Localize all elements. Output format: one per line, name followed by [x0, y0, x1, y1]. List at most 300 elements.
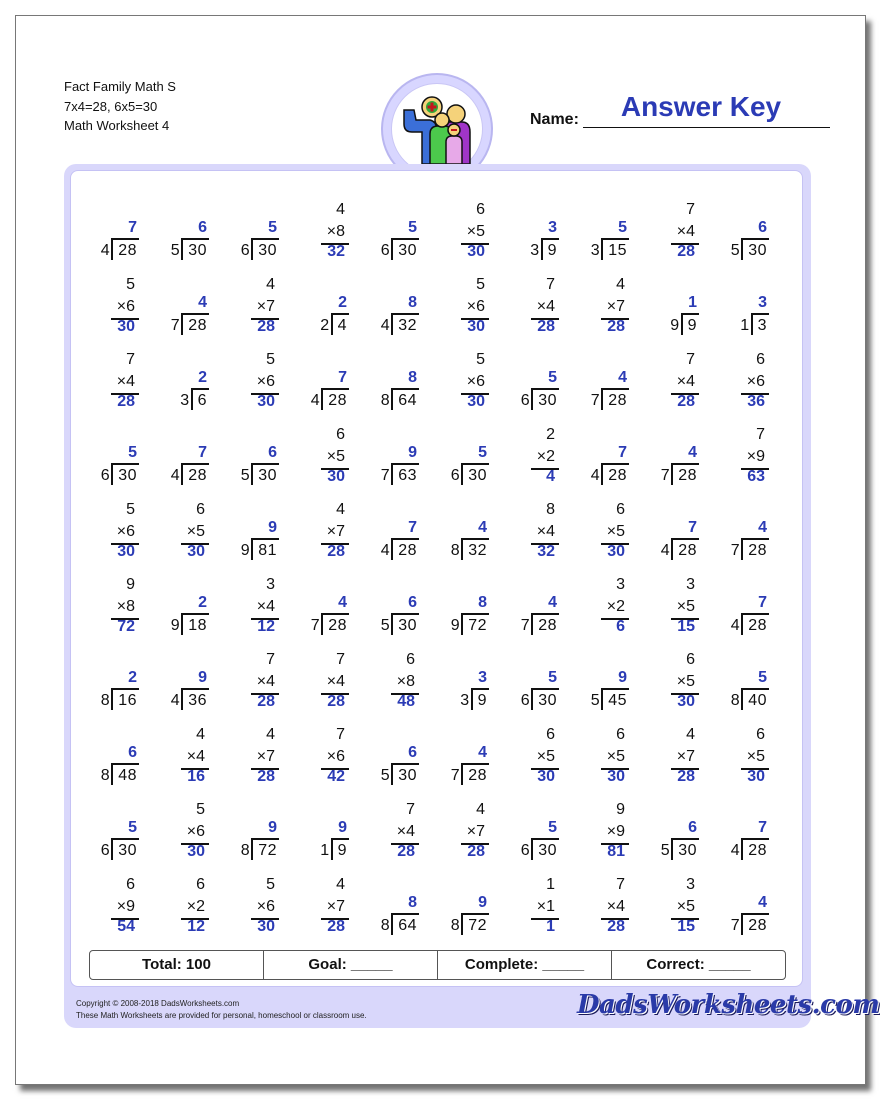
quotient-answer: 7 [338, 369, 347, 386]
multiplication-problem [91, 501, 151, 561]
multiplication-problem [581, 276, 641, 336]
dividend: 28 7 [181, 313, 209, 335]
product-answer: 28 [397, 843, 415, 860]
multiplication-problem [231, 726, 291, 786]
factor-bottom: ×4 [536, 298, 555, 315]
worksheet-header [64, 77, 176, 136]
division-bracket [530, 238, 559, 259]
quotient-answer: 7 [128, 219, 137, 236]
dividend: 30 6 [531, 388, 559, 410]
dividend: 72 8 [461, 913, 489, 935]
division-problem [231, 801, 291, 861]
division-problem [651, 426, 711, 486]
multiplication-problem [581, 501, 641, 561]
quotient-answer: 2 [338, 294, 347, 311]
product-answer: 30 [607, 768, 625, 785]
goal-cell[interactable]: Goal: _____ [264, 951, 438, 979]
product-answer: 30 [677, 693, 695, 710]
product-answer: 6 [616, 618, 625, 635]
name-line[interactable] [583, 127, 830, 128]
multiplication-problem [161, 876, 221, 936]
copyright-notice [76, 998, 367, 1022]
quotient-answer: 6 [688, 819, 697, 836]
dividend: 28 4 [671, 538, 699, 560]
quotient-answer: 9 [408, 444, 417, 461]
divisor: 6 [240, 242, 251, 259]
factor-top: 7 [756, 426, 765, 443]
factor-top: 9 [126, 576, 135, 593]
quotient-answer: 6 [198, 219, 207, 236]
product-answer: 12 [187, 918, 205, 935]
factor-bottom: ×2 [606, 598, 625, 615]
factor-top: 6 [616, 501, 625, 518]
quotient-answer: 6 [268, 444, 277, 461]
product-answer: 28 [327, 543, 345, 560]
product-answer: 30 [747, 768, 765, 785]
product-answer: 28 [607, 318, 625, 335]
multiplication-problem [301, 426, 361, 486]
total-cell: Total: 100 [90, 951, 264, 979]
divisor: 3 [460, 692, 470, 709]
divisor: 8 [240, 842, 251, 859]
factor-bottom: ×2 [536, 448, 555, 465]
factor-bottom: ×9 [606, 823, 625, 840]
division-problem [371, 426, 431, 486]
dividend: 30 6 [531, 838, 559, 860]
product-answer: 32 [537, 543, 555, 560]
factor-bottom: ×6 [466, 298, 485, 315]
factor-top: 4 [336, 201, 345, 218]
dividend: 9 1 [331, 838, 349, 860]
product-answer: 30 [467, 318, 485, 335]
division-bracket [100, 238, 139, 259]
quotient-answer: 2 [198, 369, 207, 386]
division-bracket [590, 388, 629, 409]
multiplication-problem [91, 276, 151, 336]
product-answer: 48 [397, 693, 415, 710]
quotient-answer: 9 [198, 669, 207, 686]
multiplication-problem [651, 726, 711, 786]
multiplication-problem [91, 576, 151, 636]
multiplication-problem [651, 876, 711, 936]
multiplication-problem [581, 576, 641, 636]
quotient-answer: 9 [478, 894, 487, 911]
division-problem [301, 576, 361, 636]
dividend: 28 4 [111, 238, 139, 260]
division-problem [301, 351, 361, 411]
division-problem [301, 276, 361, 336]
quotient-answer: 4 [688, 444, 697, 461]
factor-bottom: ×8 [116, 598, 135, 615]
division-problem [231, 426, 291, 486]
multiplication-problem [441, 801, 501, 861]
division-bracket [100, 463, 139, 484]
division-bracket [320, 838, 349, 859]
product-answer: 63 [747, 468, 765, 485]
division-problem [161, 351, 221, 411]
factor-top: 2 [546, 426, 555, 443]
factor-bottom: ×5 [606, 523, 625, 540]
division-bracket [380, 238, 419, 259]
divisor: 6 [520, 392, 531, 409]
divisor: 9 [670, 317, 680, 334]
dividend: 15 3 [601, 238, 629, 260]
divisor: 4 [380, 542, 391, 559]
factor-top: 3 [266, 576, 275, 593]
division-problem [161, 426, 221, 486]
divisor: 9 [170, 617, 181, 634]
division-bracket [590, 463, 629, 484]
divisor: 6 [380, 242, 391, 259]
quotient-answer: 8 [408, 369, 417, 386]
multiplication-problem [651, 201, 711, 261]
dividend: 28 7 [741, 913, 769, 935]
divisor: 8 [380, 917, 391, 934]
dividend: 30 6 [461, 463, 489, 485]
product-answer: 30 [607, 543, 625, 560]
factor-top: 6 [546, 726, 555, 743]
product-answer: 28 [677, 243, 695, 260]
factor-bottom: ×7 [256, 298, 275, 315]
dividend: 72 9 [461, 613, 489, 635]
worksheet-number: Math Worksheet 4 [64, 118, 170, 133]
division-bracket [590, 688, 629, 709]
quotient-answer: 5 [408, 219, 417, 236]
quotient-answer: 8 [408, 894, 417, 911]
quotient-answer: 3 [478, 669, 487, 686]
factor-bottom: ×6 [256, 373, 275, 390]
multiplication-problem [511, 726, 571, 786]
division-bracket [660, 838, 699, 859]
dividend: 30 5 [671, 838, 699, 860]
divisor: 8 [450, 917, 461, 934]
dividend: 30 6 [111, 463, 139, 485]
multiplication-problem [301, 876, 361, 936]
multiplication-problem [301, 201, 361, 261]
divisor: 5 [380, 617, 391, 634]
dividend: 18 9 [181, 613, 209, 635]
factor-top: 7 [686, 351, 695, 368]
quotient-answer: 6 [758, 219, 767, 236]
dividend: 81 9 [251, 538, 279, 560]
product-answer: 30 [327, 468, 345, 485]
product-answer: 32 [327, 243, 345, 260]
division-bracket [450, 763, 489, 784]
dividend: 30 6 [531, 688, 559, 710]
product-answer: 12 [257, 618, 275, 635]
name-label: Name: [530, 111, 579, 128]
division-bracket [310, 613, 349, 634]
factor-bottom: ×6 [116, 298, 135, 315]
quotient-answer: 9 [618, 669, 627, 686]
factor-bottom: ×7 [326, 523, 345, 540]
factor-bottom: ×4 [256, 673, 275, 690]
multiplication-problem [301, 726, 361, 786]
factor-top: 7 [686, 201, 695, 218]
divisor: 7 [730, 542, 741, 559]
multiplication-problem [91, 351, 151, 411]
quotient-answer: 8 [478, 594, 487, 611]
division-problem [91, 726, 151, 786]
division-problem [231, 501, 291, 561]
quotient-answer: 8 [408, 294, 417, 311]
quotient-answer: 5 [478, 444, 487, 461]
factor-bottom: ×6 [746, 373, 765, 390]
factor-bottom: ×5 [676, 898, 695, 915]
divisor: 7 [450, 767, 461, 784]
product-answer: 36 [747, 393, 765, 410]
factor-top: 5 [196, 801, 205, 818]
division-problem [441, 501, 501, 561]
quotient-answer: 1 [688, 294, 697, 311]
divisor: 8 [450, 542, 461, 559]
divisor: 5 [170, 242, 181, 259]
product-answer: 28 [467, 843, 485, 860]
multiplication-problem [231, 351, 291, 411]
divisor: 6 [520, 842, 531, 859]
multiplication-problem [721, 351, 781, 411]
dividend: 28 4 [741, 613, 769, 635]
division-problem [371, 726, 431, 786]
dividend: 48 8 [111, 763, 139, 785]
divisor: 3 [180, 392, 190, 409]
division-problem [161, 201, 221, 261]
factor-bottom: ×9 [746, 448, 765, 465]
division-problem [651, 276, 711, 336]
factor-bottom: ×6 [256, 898, 275, 915]
division-bracket [100, 838, 139, 859]
family-icon [400, 92, 476, 168]
factor-bottom: ×4 [396, 823, 415, 840]
product-answer: 15 [677, 918, 695, 935]
product-answer: 30 [467, 393, 485, 410]
division-bracket [380, 388, 419, 409]
product-answer: 42 [327, 768, 345, 785]
factor-bottom: ×5 [606, 748, 625, 765]
dividend: 28 4 [321, 388, 349, 410]
product-answer: 28 [117, 393, 135, 410]
product-answer: 4 [546, 468, 555, 485]
factor-bottom: ×4 [606, 898, 625, 915]
factor-bottom: ×4 [676, 373, 695, 390]
dividend: 30 5 [391, 613, 419, 635]
division-bracket [670, 313, 699, 334]
division-problem [721, 576, 781, 636]
divisor: 1 [740, 317, 750, 334]
dividend: 30 6 [111, 838, 139, 860]
division-problem [91, 801, 151, 861]
factor-bottom: ×6 [186, 823, 205, 840]
multiplication-problem [231, 651, 291, 711]
factor-top: 8 [546, 501, 555, 518]
dividend: 3 1 [751, 313, 769, 335]
dividend: 30 5 [251, 463, 279, 485]
dividend: 30 5 [391, 763, 419, 785]
brand-logo: DadsWorksheets.com [577, 990, 880, 1020]
quotient-answer: 5 [548, 369, 557, 386]
division-bracket [730, 913, 769, 934]
division-problem [371, 501, 431, 561]
division-bracket [730, 688, 769, 709]
division-problem [581, 426, 641, 486]
factor-bottom: ×6 [326, 748, 345, 765]
division-problem [371, 351, 431, 411]
multiplication-problem [371, 801, 431, 861]
multiplication-problem [581, 801, 641, 861]
multiplication-problem [441, 201, 501, 261]
dividend: 28 4 [601, 463, 629, 485]
multiplication-problem [511, 426, 571, 486]
quotient-answer: 2 [128, 669, 137, 686]
correct-cell[interactable]: Correct: _____ [646, 956, 751, 973]
divisor: 7 [660, 467, 671, 484]
factor-bottom: ×5 [676, 598, 695, 615]
product-answer: 28 [537, 318, 555, 335]
factor-top: 5 [126, 276, 135, 293]
dividend: 28 7 [601, 388, 629, 410]
division-problem [511, 801, 571, 861]
multiplication-problem [441, 351, 501, 411]
division-problem [301, 801, 361, 861]
multiplication-problem [581, 726, 641, 786]
product-answer: 30 [187, 843, 205, 860]
multiplication-problem [231, 576, 291, 636]
division-problem [721, 876, 781, 936]
division-problem [651, 801, 711, 861]
product-answer: 81 [607, 843, 625, 860]
factor-top: 6 [196, 876, 205, 893]
division-problem [511, 351, 571, 411]
quotient-answer: 6 [128, 744, 137, 761]
division-bracket [660, 538, 699, 559]
factor-top: 6 [686, 651, 695, 668]
division-bracket [170, 313, 209, 334]
division-bracket [240, 238, 279, 259]
multiplication-problem [511, 501, 571, 561]
division-problem [371, 876, 431, 936]
division-bracket [450, 913, 489, 934]
quotient-answer: 9 [268, 519, 277, 536]
worksheet-subtitle: 7x4=28, 6x5=30 [64, 98, 158, 114]
dividend: 28 7 [321, 613, 349, 635]
division-bracket [730, 613, 769, 634]
quotient-answer: 5 [758, 669, 767, 686]
division-bracket [450, 538, 489, 559]
factor-top: 5 [266, 876, 275, 893]
division-bracket [100, 763, 139, 784]
dividend: 45 5 [601, 688, 629, 710]
factor-bottom: ×7 [326, 898, 345, 915]
factor-top: 6 [476, 201, 485, 218]
factor-bottom: ×2 [186, 898, 205, 915]
factor-bottom: ×6 [116, 523, 135, 540]
factor-top: 3 [686, 876, 695, 893]
divisor: 7 [170, 317, 181, 334]
product-answer: 30 [187, 543, 205, 560]
factor-bottom: ×5 [746, 748, 765, 765]
factor-top: 4 [336, 876, 345, 893]
division-problem [581, 201, 641, 261]
product-answer: 30 [257, 393, 275, 410]
quotient-answer: 7 [758, 594, 767, 611]
quotient-answer: 9 [338, 819, 347, 836]
dividend: 32 8 [461, 538, 489, 560]
multiplication-problem [721, 426, 781, 486]
divisor: 7 [520, 617, 531, 634]
multiplication-problem [231, 876, 291, 936]
multiplication-problem [91, 876, 151, 936]
division-bracket [590, 238, 629, 259]
factor-bottom: ×7 [256, 748, 275, 765]
factor-bottom: ×4 [256, 598, 275, 615]
complete-cell[interactable]: Complete: _____ [438, 951, 612, 979]
dividend: 36 4 [181, 688, 209, 710]
factor-top: 4 [266, 726, 275, 743]
division-problem [721, 201, 781, 261]
quotient-answer: 5 [618, 219, 627, 236]
divisor: 5 [590, 692, 601, 709]
divisor: 6 [100, 842, 111, 859]
problem-grid [70, 170, 803, 987]
factor-top: 4 [336, 501, 345, 518]
factor-top: 7 [126, 351, 135, 368]
score-bar [89, 950, 786, 980]
divisor: 7 [730, 917, 741, 934]
dividend: 4 2 [331, 313, 349, 335]
multiplication-problem [581, 876, 641, 936]
factor-bottom: ×8 [326, 223, 345, 240]
division-bracket [730, 238, 769, 259]
quotient-answer: 7 [198, 444, 207, 461]
division-problem [441, 726, 501, 786]
dividend: 40 8 [741, 688, 769, 710]
factor-top: 7 [336, 651, 345, 668]
division-problem [651, 501, 711, 561]
quotient-answer: 5 [268, 219, 277, 236]
division-bracket [730, 538, 769, 559]
division-problem [371, 576, 431, 636]
factor-top: 5 [476, 351, 485, 368]
quotient-answer: 4 [478, 519, 487, 536]
division-problem [441, 651, 501, 711]
division-problem [161, 276, 221, 336]
factor-top: 7 [266, 651, 275, 668]
product-answer: 72 [117, 618, 135, 635]
quotient-answer: 7 [618, 444, 627, 461]
quotient-answer: 4 [618, 369, 627, 386]
quotient-answer: 4 [758, 519, 767, 536]
factor-bottom: ×9 [116, 898, 135, 915]
divisor: 1 [320, 842, 330, 859]
divisor: 5 [660, 842, 671, 859]
product-answer: 28 [257, 768, 275, 785]
answer-key-heading: Answer Key [620, 91, 782, 122]
division-bracket [450, 463, 489, 484]
divisor: 8 [730, 692, 741, 709]
quotient-answer: 3 [758, 294, 767, 311]
product-answer: 28 [257, 693, 275, 710]
division-problem [511, 576, 571, 636]
dividend: 30 6 [391, 238, 419, 260]
divisor: 4 [590, 467, 601, 484]
copyright-line: Copyright © 2008-2018 DadsWorksheets.com [76, 999, 240, 1008]
factor-bottom: ×4 [326, 673, 345, 690]
division-problem [91, 201, 151, 261]
product-answer: 28 [327, 693, 345, 710]
factor-top: 3 [686, 576, 695, 593]
division-bracket [660, 463, 699, 484]
division-bracket [170, 238, 209, 259]
